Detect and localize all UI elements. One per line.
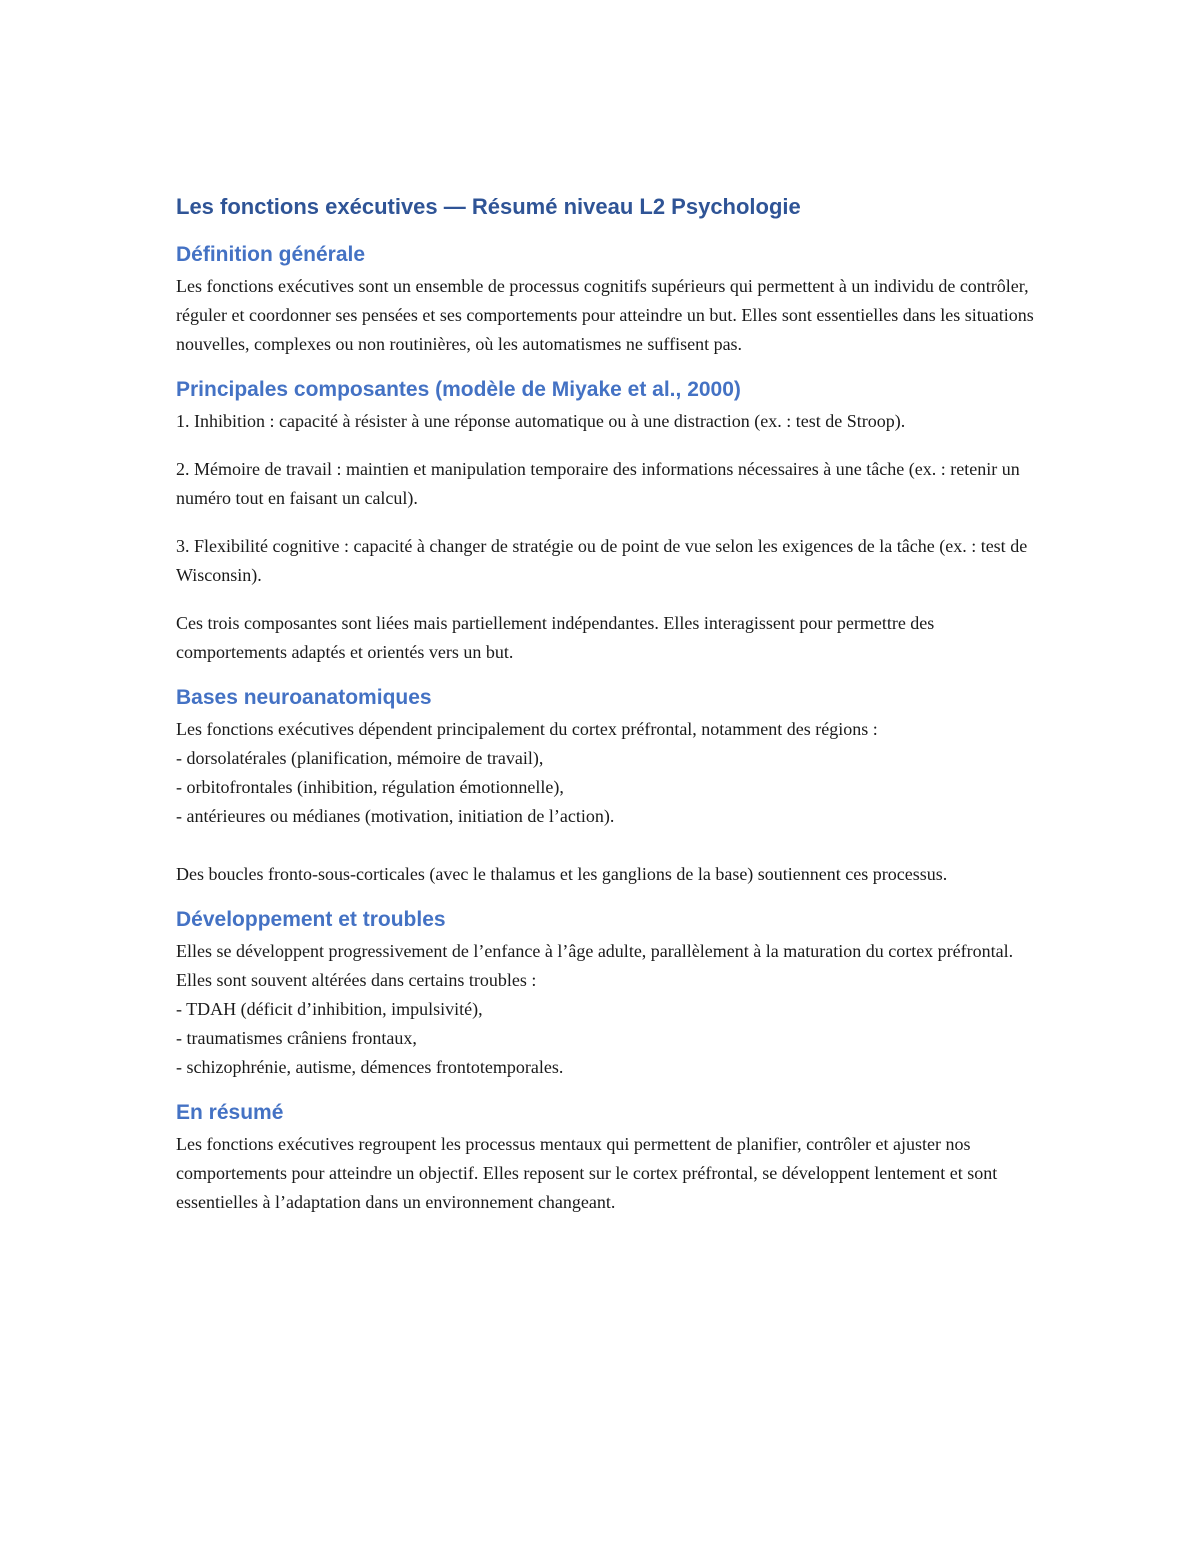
section-components	[176, 373, 1036, 667]
paragraph-development-disorders: Elles se développent progressivement de l’enfance à l’âge adulte, parallèlement à la maturation du cortex préfrontal. Elles sont souvent altérées dans certains troubles : - TDAH (déficit d’inhibition, impulsivité), - traumatismes crâniens frontaux, - schizophrénie, autisme, démences frontotemporales.	[176, 941, 1014, 1077]
paragraph-prefrontal-regions: Les fonctions exécutives dépendent principalement du cortex préfrontal, notamment des régions : - dorsolatérales (planification, mémoire de travail), - orbitofrontales (inhibition, régulation émotionnelle), - antérieures ou médianes (motivation, initiation de l’action).	[176, 719, 878, 826]
section-heading-neuroanatomy: Bases neuroanatomiques	[176, 686, 432, 709]
paragraph-flexibility: 3. Flexibilité cognitive : capacité à changer de stratégie ou de point de vue selon les exigences de la tâche (ex. : test de Wisconsin).	[176, 536, 1028, 585]
section-heading-development: Développement et troubles	[176, 908, 446, 931]
section-neuroanatomy	[176, 681, 1036, 889]
paragraph-components-summary: Ces trois composantes sont liées mais partiellement indépendantes. Elles interagissent pour permettre des comportements adaptés et orientés vers un but.	[176, 613, 935, 662]
paragraph-fronto-subcortical: Des boucles fronto-sous-corticales (avec le thalamus et les ganglions de la base) soutiennent ces processus.	[176, 864, 948, 884]
paragraph-working-memory: 2. Mémoire de travail : maintien et manipulation temporaire des informations nécessaires à une tâche (ex. : retenir un numéro tout en faisant un calcul).	[176, 459, 1020, 508]
section-definition	[176, 238, 1036, 359]
document-title: Les fonctions exécutives — Résumé niveau L2 Psychologie	[176, 194, 801, 219]
section-summary	[176, 1096, 1036, 1217]
paragraph-summary: Les fonctions exécutives regroupent les processus mentaux qui permettent de planifier, contrôler et ajuster nos comportements pour atteindre un objectif. Elles reposent sur le cortex préfrontal, se développent lentement et sont essentielles à l’adaptation dans un environnement changeant.	[176, 1134, 998, 1212]
paragraph-inhibition: 1. Inhibition : capacité à résister à une réponse automatique ou à une distraction (ex. : test de Stroop).	[176, 411, 906, 431]
document-page	[176, 190, 1036, 1217]
section-heading-definition: Définition générale	[176, 243, 366, 266]
section-development	[176, 903, 1036, 1082]
section-heading-components: Principales composantes (modèle de Miyake et al., 2000)	[176, 378, 741, 401]
section-heading-summary: En résumé	[176, 1101, 284, 1124]
paragraph-definition: Les fonctions exécutives sont un ensemble de processus cognitifs supérieurs qui permettent à un individu de contrôler, réguler et coordonner ses pensées et ses comportements pour atteindre un but. Elles sont essentielles dans les situations nouvelles, complexes ou non routinières, où les automatismes ne suffisent pas.	[176, 276, 1034, 354]
